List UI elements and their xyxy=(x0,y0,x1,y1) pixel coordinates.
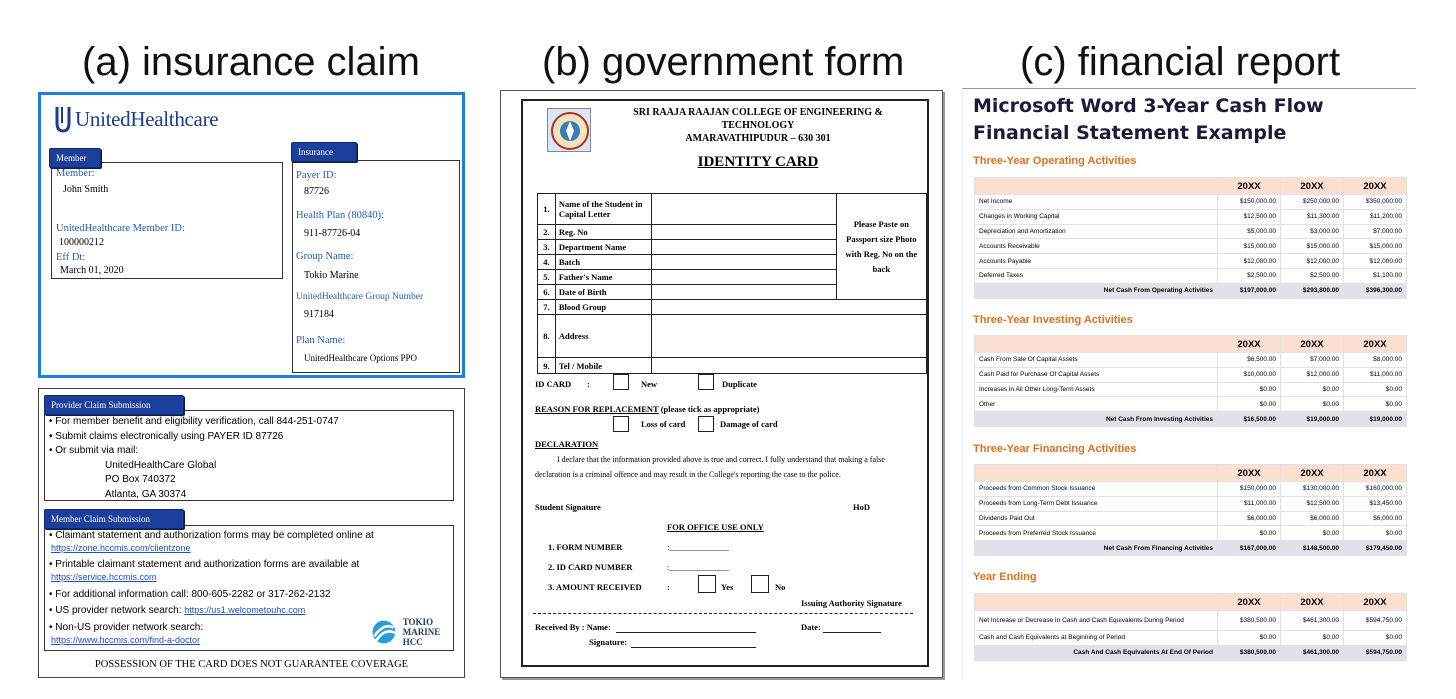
row-number: 9. xyxy=(538,358,556,374)
table-cell-value: $380,500.00 xyxy=(1218,611,1281,631)
table-cell-value: $0.00 xyxy=(1344,397,1407,412)
loss-of-card-checkbox[interactable] xyxy=(613,416,629,432)
form-border xyxy=(521,99,929,667)
table-row xyxy=(975,631,1407,646)
father-name-input[interactable] xyxy=(652,270,836,285)
operating-title: Three-Year Operating Activities xyxy=(973,155,1137,167)
total-row xyxy=(975,645,1407,660)
table-cell-label: Other xyxy=(975,397,1218,412)
table-row xyxy=(975,496,1407,511)
total-row xyxy=(975,283,1407,298)
table-cell-value: $7,000.00 xyxy=(1344,224,1407,239)
no-label: No xyxy=(775,582,786,592)
reason-heading xyxy=(535,404,759,414)
reason-title: REASON FOR REPLACEMENT xyxy=(535,404,659,414)
plan-name-label: Plan Name: xyxy=(296,335,346,346)
table-row xyxy=(975,239,1407,254)
tokio-marine-icon xyxy=(369,617,399,647)
financial-report xyxy=(962,88,1416,678)
table-cell-value: $1,100.00 xyxy=(1344,268,1407,283)
tel-input[interactable] xyxy=(652,358,927,374)
table-cell-value: $150,000.00 xyxy=(1218,195,1281,210)
table-cell-label: Net Cash From Operating Activities xyxy=(975,283,1218,298)
table-cell-value: $0.00 xyxy=(1281,526,1344,541)
table-row xyxy=(975,209,1407,224)
table-row xyxy=(975,254,1407,269)
address-line-2: PO Box 740372 xyxy=(105,474,176,485)
table-cell-label: Net Increase or Decrease In Cash and Cash Equivalents During Period xyxy=(975,611,1218,631)
operating-table xyxy=(974,177,1407,299)
hcc-text: HCC xyxy=(402,637,423,647)
damage-of-card-label: Damage of card xyxy=(720,419,778,429)
table-row xyxy=(975,526,1407,541)
table-cell-value: $250,000.00 xyxy=(1281,195,1344,210)
table-cell-value: $15,000.00 xyxy=(1218,239,1281,254)
table-cell-label: Accounts Payable xyxy=(975,254,1218,269)
college-name-line-1: SRI RAAJA RAAJAN COLLEGE OF ENGINEERING & xyxy=(633,107,883,118)
row-number: 4. xyxy=(538,255,556,270)
eff-date-label: Eff Dt: xyxy=(56,252,86,263)
clientzone-link[interactable]: https://zone.hccmis.com/clientzone xyxy=(51,543,191,553)
table-cell-value: $0.00 xyxy=(1281,397,1344,412)
table-cell-value: $11,000.00 xyxy=(1344,367,1407,382)
table-cell-label: Cash and Cash Equivalents at Beginning of Period xyxy=(975,631,1218,646)
table-cell-value: $0.00 xyxy=(1344,382,1407,397)
member-name: John Smith xyxy=(63,184,109,195)
college-address: AMARAVATHIPUDUR – 630 301 xyxy=(685,133,831,144)
provider-claim-tab: Provider Claim Submission xyxy=(44,395,184,415)
declaration-text-2: declaration is a criminal offence and may result in the College's reporting the case to the police. xyxy=(535,470,841,479)
col-header: 20XX xyxy=(1281,178,1344,195)
table-cell-label: Dividends Paid Out xyxy=(975,511,1218,526)
table-cell-value: $6,000.00 xyxy=(1218,511,1281,526)
col-header: 20XX xyxy=(1218,178,1281,195)
address-line-3: Atlanta, GA 30374 xyxy=(105,488,187,500)
row-label-dob: Date of Birth xyxy=(555,285,652,300)
table-row xyxy=(975,268,1407,283)
table-cell-value: $461,300.00 xyxy=(1281,611,1344,631)
table-cell-value: $594,750.00 xyxy=(1344,645,1407,660)
row-label-father-name: Father's Name xyxy=(555,270,652,285)
row-label-blood-group: Blood Group xyxy=(555,300,652,315)
issuing-authority-label: Issuing Authority Signature xyxy=(801,598,902,608)
investing-title: Three-Year Investing Activities xyxy=(973,314,1133,326)
col-header: 20XX xyxy=(1218,594,1281,611)
table-cell-value: $15,000.00 xyxy=(1344,239,1407,254)
hod-label: HoD xyxy=(853,502,870,512)
uhc-logo xyxy=(55,105,218,133)
table-row xyxy=(975,353,1407,368)
table-cell-value: $130,000.00 xyxy=(1281,482,1344,497)
table-cell-value: $380,500.00 xyxy=(1218,645,1281,660)
form-number-label: 1. FORM NUMBER xyxy=(548,542,623,552)
report-title-line-2: Financial Statement Example xyxy=(973,122,1287,144)
address-line-1: UnitedHealthCare Global xyxy=(105,459,217,471)
amount-colon: : xyxy=(667,582,670,592)
eff-date: March 01, 2020 xyxy=(60,265,124,276)
address-input[interactable] xyxy=(652,315,927,358)
provider-line-1: • For member benefit and eligibility verification, call 844-251-0747 xyxy=(49,416,339,427)
row-number: 2. xyxy=(538,225,556,240)
table-cell-value: $13,450.00 xyxy=(1344,496,1407,511)
table-cell-value: $0.00 xyxy=(1218,631,1281,646)
payer-id: 87726 xyxy=(304,186,329,197)
name-input[interactable] xyxy=(652,194,836,225)
table-cell-value: $0.00 xyxy=(1218,526,1281,541)
table-cell-value: $0.00 xyxy=(1281,631,1344,646)
col-header: 20XX xyxy=(1344,336,1407,353)
row-label-reg-no: Reg. No xyxy=(555,225,652,240)
member-claim-list xyxy=(49,529,374,647)
table-cell-value: $167,000.00 xyxy=(1218,541,1281,556)
table-cell-value: $0.00 xyxy=(1344,631,1407,646)
table-cell-value: $461,300.00 xyxy=(1281,645,1344,660)
mc-line-1: • Claimant statement and authorization forms may be completed online at xyxy=(49,530,374,541)
date-label: Date: xyxy=(801,622,821,632)
id-card-number-field[interactable]: :______________ xyxy=(667,562,729,572)
damage-of-card-checkbox[interactable] xyxy=(698,416,714,432)
id-card-label: ID CARD xyxy=(535,379,572,389)
group-name-label: Group Name: xyxy=(296,251,354,262)
table-cell-value: $11,000.00 xyxy=(1218,496,1281,511)
new-checkbox[interactable] xyxy=(613,374,629,390)
table-cell-value: $12,000.00 xyxy=(1344,254,1407,269)
table-cell-label: Increases in All Other Long-Term Assets xyxy=(975,382,1218,397)
table-cell-value: $12,000.00 xyxy=(1281,254,1344,269)
heading-financial-report: (c) financial report xyxy=(1020,40,1341,84)
table-cell-label: Cash From Sale Of Capital Assets xyxy=(975,353,1218,368)
insurance-card-back xyxy=(38,388,465,678)
provider-line-2: • Submit claims electronically using PAYER ID 87726 xyxy=(49,430,284,442)
table-cell-value: $19,000.00 xyxy=(1281,412,1344,427)
reg-no-input[interactable] xyxy=(652,225,836,240)
dob-input[interactable] xyxy=(652,285,836,300)
table-cell-value: $12,000.00 xyxy=(1281,367,1344,382)
member-id-label: UnitedHealthcare Member ID: xyxy=(56,223,185,234)
col-header: 20XX xyxy=(1344,465,1407,482)
row-number: 6. xyxy=(538,285,556,300)
table-cell-value: $11,300.00 xyxy=(1281,209,1344,224)
row-label-tel: Tel / Mobile xyxy=(555,358,652,374)
table-cell-label: Net Income xyxy=(975,195,1218,210)
heading-insurance-claim: (a) insurance claim xyxy=(82,40,420,84)
provider-line-3: • Or submit via mail: xyxy=(49,445,139,456)
table-cell-label: Net Cash From Financing Activities xyxy=(975,541,1218,556)
declaration-title: DECLARATION xyxy=(535,439,599,449)
id-card-colon: : xyxy=(587,379,590,389)
table-cell-value: $160,000.00 xyxy=(1344,482,1407,497)
table-cell-value: $594,750.00 xyxy=(1344,611,1407,631)
row-label-address: Address xyxy=(555,315,652,358)
tokio-marine-text: TOKIO MARINE xyxy=(402,617,441,637)
table-cell-value: $8,000.00 xyxy=(1344,353,1407,368)
row-label-name: Name of the Student in Capital Letter xyxy=(555,194,652,225)
col-header: 20XX xyxy=(1281,336,1344,353)
no-checkbox[interactable] xyxy=(751,575,769,593)
member-label: Member: xyxy=(56,168,95,179)
declaration-text-1: I declare that the information provided above is true and correct. I fully understand that making a false xyxy=(557,455,885,464)
separator-line xyxy=(533,613,913,614)
table-cell-value: $6,500.00 xyxy=(1218,353,1281,368)
payer-id-label: Payer ID: xyxy=(296,170,337,181)
plan-name-value: UnitedHealthcare Options PPO xyxy=(304,353,417,363)
uhc-brand-text: UnitedHealthcare xyxy=(75,106,219,131)
row-label-batch: Batch xyxy=(555,255,652,270)
row-number: 7. xyxy=(538,300,556,315)
insurance-card-front xyxy=(38,92,465,378)
student-signature-label: Student Signature xyxy=(535,502,601,512)
col-header: 20XX xyxy=(1344,178,1407,195)
tokio-marine-logo xyxy=(369,617,464,647)
student-details-table xyxy=(537,193,927,374)
table-cell-label: Proceeds from Long-Term Debt Issuance xyxy=(975,496,1218,511)
mc-line-5: • Non-US provider network search: xyxy=(49,622,204,633)
table-cell-value: $11,200.00 xyxy=(1344,209,1407,224)
member-id: 100000212 xyxy=(59,237,104,248)
table-cell-value: $0.00 xyxy=(1218,382,1281,397)
yes-checkbox[interactable] xyxy=(698,575,716,593)
group-number-value: 917184 xyxy=(304,309,334,320)
financing-table xyxy=(974,464,1407,556)
mc-line-2: • Printable claimant statement and authorization forms are available at xyxy=(49,559,360,570)
table-cell-value: $10,000.00 xyxy=(1218,367,1281,382)
table-cell-label xyxy=(975,594,1218,611)
duplicate-checkbox[interactable] xyxy=(698,374,714,390)
blood-group-input[interactable] xyxy=(652,300,927,315)
table-cell-value: $12,500.00 xyxy=(1281,496,1344,511)
report-title-line-1: Microsoft Word 3-Year Cash Flow xyxy=(973,95,1324,117)
table-cell-value: $3,000.00 xyxy=(1281,224,1344,239)
table-cell-label: Proceeds from Common Stock Issuance xyxy=(975,482,1218,497)
service-link[interactable]: https://service.hccmis.com xyxy=(51,572,157,582)
year-ending-table xyxy=(974,593,1407,661)
mc-line-3: • For additional information call: 800-605-2282 or 317-262-2132 xyxy=(49,589,331,600)
col-header: 20XX xyxy=(1281,465,1344,482)
table-cell-value: $148,500.00 xyxy=(1281,541,1344,556)
table-cell-label: Deferred Taxes xyxy=(975,268,1218,283)
signature-label: Signature: xyxy=(589,637,628,647)
loss-of-card-label: Loss of card xyxy=(641,419,686,429)
table-cell-value: $15,000.00 xyxy=(1281,239,1344,254)
row-label-department: Department Name xyxy=(555,240,652,255)
table-cell-label: Cash Paid for Purchase Of Capital Assets xyxy=(975,367,1218,382)
table-cell-value: $12,500.00 xyxy=(1218,209,1281,224)
department-input[interactable] xyxy=(652,240,836,255)
office-use-title: FOR OFFICE USE ONLY xyxy=(667,522,764,532)
table-cell-label xyxy=(975,336,1218,353)
uhc-u-icon xyxy=(55,105,71,133)
amount-received-label: 3. AMOUNT RECEIVED xyxy=(548,582,642,592)
college-name-line-2: TECHNOLOGY xyxy=(721,120,795,131)
table-row xyxy=(975,195,1407,210)
table-cell-value: $197,000.00 xyxy=(1218,283,1281,298)
table-row xyxy=(975,611,1407,631)
coverage-disclaimer: POSSESSION OF THE CARD DOES NOT GUARANTEE COVERAGE xyxy=(94,659,409,670)
table-row xyxy=(975,382,1407,397)
table-row xyxy=(975,482,1407,497)
heading-government-form: (b) government form xyxy=(542,40,905,84)
row-number: 1. xyxy=(538,194,556,225)
table-cell-label: Cash And Cash Equivalents At End Of Period xyxy=(975,645,1218,660)
signature-field[interactable] xyxy=(631,647,756,648)
group-number-label: UnitedHealthcare Group Number xyxy=(296,292,424,302)
col-header: 20XX xyxy=(1281,594,1344,611)
table-cell-label: Proceeds from Preferred Stock Issuance xyxy=(975,526,1218,541)
table-cell-value: $12,000.00 xyxy=(1218,254,1281,269)
table-cell-value: $6,000.00 xyxy=(1344,511,1407,526)
table-cell-label xyxy=(975,465,1218,482)
received-by-field[interactable] xyxy=(616,632,756,633)
table-cell-value: $2,500.00 xyxy=(1281,268,1344,283)
photo-box[interactable]: Please Paste on Passport size Photo with Reg. No on the back xyxy=(836,194,926,300)
table-cell-value: $7,000.00 xyxy=(1281,353,1344,368)
provider-claim-list xyxy=(49,415,339,502)
batch-input[interactable] xyxy=(652,255,836,270)
health-plan-label: Health Plan (80840): xyxy=(296,210,385,221)
table-row xyxy=(975,367,1407,382)
table-cell-value: $19,000.00 xyxy=(1344,412,1407,427)
table-cell-value: $0.00 xyxy=(1218,397,1281,412)
table-cell-label: Net Cash From Investing Activities xyxy=(975,412,1218,427)
member-tab: Member xyxy=(49,148,101,168)
row-number: 5. xyxy=(538,270,556,285)
table-row xyxy=(975,224,1407,239)
table-cell-value: $396,300.00 xyxy=(1344,283,1407,298)
year-ending-title: Year Ending xyxy=(973,571,1037,583)
received-by-label: Received By : Name: xyxy=(535,622,611,632)
financing-title: Three-Year Financing Activities xyxy=(973,443,1137,455)
reason-note: (please tick as appropriate) xyxy=(658,404,760,414)
member-claim-tab: Member Claim Submission xyxy=(44,509,184,529)
health-plan-value: 911-87726-04 xyxy=(304,228,361,239)
member-box xyxy=(51,162,283,279)
table-cell-value: $0.00 xyxy=(1344,526,1407,541)
table-cell-value: $293,800.00 xyxy=(1281,283,1344,298)
table-cell-value: $5,000.00 xyxy=(1218,224,1281,239)
table-cell-label: Depreciation and Amortization xyxy=(975,224,1218,239)
table-cell-value: $6,000.00 xyxy=(1281,511,1344,526)
table-row xyxy=(975,511,1407,526)
table-cell-value: $150,000.00 xyxy=(1218,482,1281,497)
table-cell-value: $16,500.00 xyxy=(1218,412,1281,427)
table-cell-value: $350,000.00 xyxy=(1344,195,1407,210)
form-number-field[interactable]: :______________ xyxy=(667,542,729,552)
row-number: 3. xyxy=(538,240,556,255)
investing-table xyxy=(974,335,1407,427)
new-label: New xyxy=(641,379,658,389)
table-cell-label: Changes in Working Capital xyxy=(975,209,1218,224)
duplicate-label: Duplicate xyxy=(722,379,757,389)
col-header: 20XX xyxy=(1344,594,1407,611)
table-cell-value: $179,450.00 xyxy=(1344,541,1407,556)
total-row xyxy=(975,541,1407,556)
yes-label: Yes xyxy=(721,582,734,592)
identity-card-form xyxy=(500,90,943,678)
insurance-tab: Insurance xyxy=(291,142,357,162)
identity-card-title: IDENTITY CARD xyxy=(697,154,819,170)
us-network-link[interactable]: https://us1.welcometouhc.com xyxy=(184,605,306,615)
table-row xyxy=(975,397,1407,412)
date-field[interactable] xyxy=(823,632,881,633)
college-seal-icon xyxy=(547,108,591,152)
col-header: 20XX xyxy=(1218,465,1281,482)
find-doctor-link[interactable]: https://www.hccmis.com/find-a-doctor xyxy=(51,635,201,645)
table-cell-value: $2,500.00 xyxy=(1218,268,1281,283)
row-number: 8. xyxy=(538,315,556,358)
mc-line-4: • US provider network search: xyxy=(49,605,185,616)
id-card-number-label: 2. ID CARD NUMBER xyxy=(548,562,633,572)
total-row xyxy=(975,412,1407,427)
table-cell-value: $0.00 xyxy=(1281,382,1344,397)
table-cell-label: Accounts Receivable xyxy=(975,239,1218,254)
report-title xyxy=(973,93,1324,147)
table-cell-label xyxy=(975,178,1218,195)
group-name-value: Tokio Marine xyxy=(304,270,359,281)
col-header: 20XX xyxy=(1218,336,1281,353)
